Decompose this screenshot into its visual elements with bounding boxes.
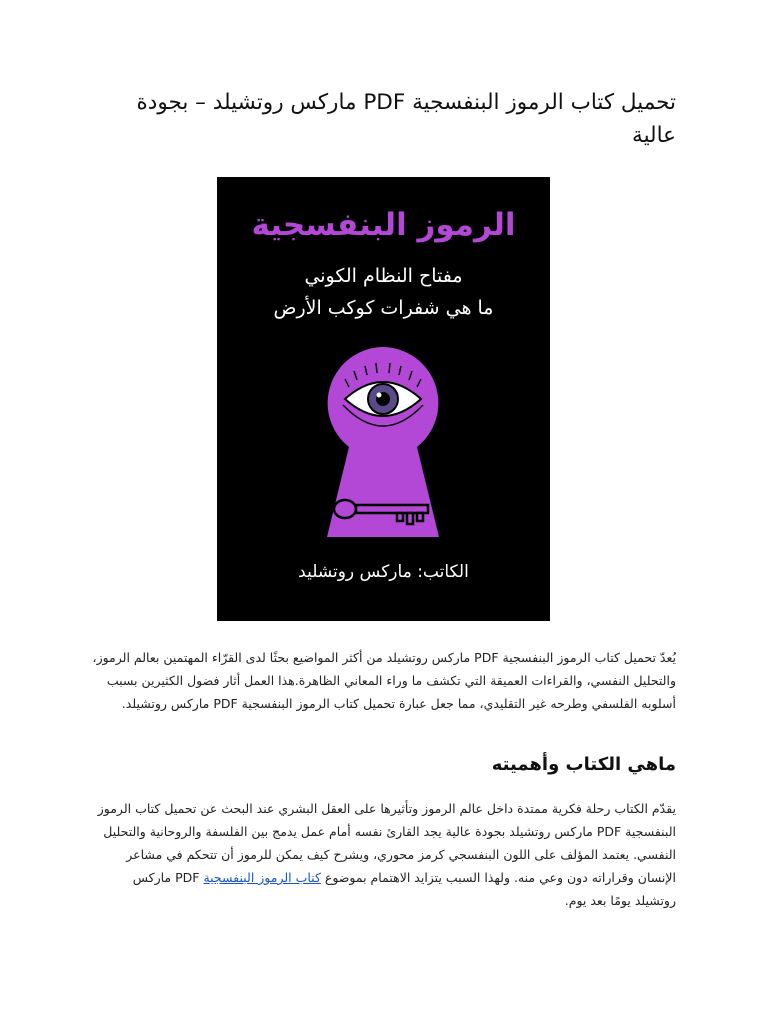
page-title: تحميل كتاب الرموز البنفسجية PDF ماركس روتشيلد – بجودة عالية [136, 90, 676, 148]
book-cover-image [217, 177, 550, 621]
cover-subtitle-1: مفتاح النظام الكوني [304, 265, 463, 287]
cover-subtitle-2: ما هي شفرات كوكب الأرض [273, 297, 494, 319]
keyhole-eye-key-illustration [327, 347, 439, 537]
section-paragraph-tail: PDF ماركس روتشيلد يومًا بعد يوم. [132, 870, 676, 908]
cover-title: الرموز البنفسجية [251, 207, 516, 243]
intro-paragraph: يُعدّ تحميل كتاب الرموز البنفسجية PDF ماركس روتشيلد من أكثر المواضيع بحثًا لدى القرّاء المهتمين بعالم الرموز، والتحليل النفسي، والقراءات العميقة التي تكشف ما وراء المعاني الظاهرة.هذا العمل أثار فضول الكثيرين بسبب أسلوبه الفلسفي وطرحه غير التقليدي، مما جعل عبارة تحميل كتاب الرموز البنفسجية PDF ماركس روتشيلد. [92, 650, 676, 711]
section-heading: ماهي الكتاب وأهميته [491, 754, 676, 775]
section-paragraph [92, 797, 676, 912]
section-paragraph-text: يقدّم الكتاب رحلة فكرية ممتدة داخل عالم الرموز وتأثيرها على العقل البشري عند البحث عن تحميل كتاب الرموز البنفسجية PDF ماركس روتشيلد بجودة عالية يجد القارئ نفسه أمام عمل يدمج بين الفلسفة والروحانية والتحليل النفسي. يعتمد المؤلف على اللون البنفسجي كرمز محوري، ويشرح كيف يمكن للرموز أن تتحكم في مشاعر الإنسان وقراراته دون وعي منه. ولهذا السبب يتزايد الاهتمام بموضوع [97, 801, 676, 885]
book-link[interactable]: كتاب الرموز البنفسجية [203, 870, 321, 885]
cover-author: الكاتب: ماركس روتشليد [298, 562, 469, 582]
